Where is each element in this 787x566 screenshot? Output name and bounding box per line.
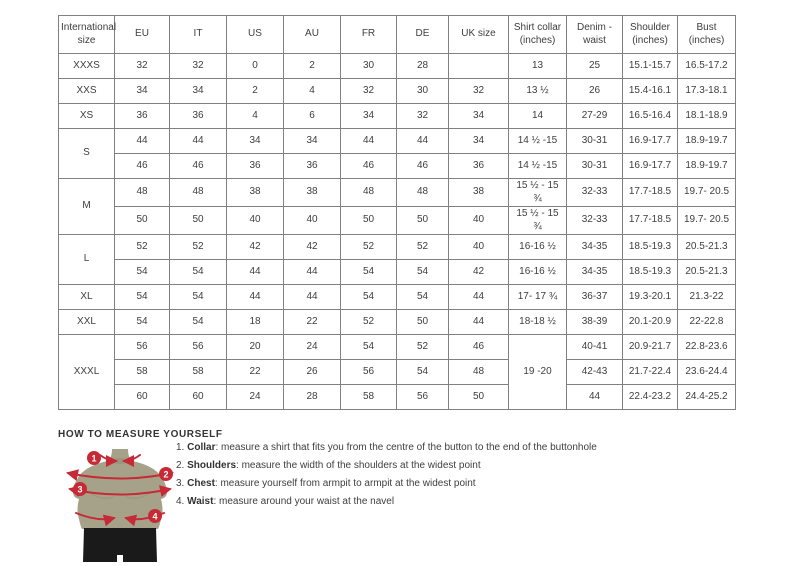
table-cell: 27-29 xyxy=(567,104,623,129)
measure-item-label: Waist xyxy=(187,496,214,507)
measure-item: 1. Collar: measure a shirt that fits you from the centre of the button to the end of the buttonhole xyxy=(176,442,597,453)
table-cell: 34-35 xyxy=(567,235,623,260)
table-cell: 44 xyxy=(449,285,509,310)
table-cell: 44 xyxy=(567,385,623,410)
table-cell: 46 xyxy=(115,154,170,179)
table-cell: 52 xyxy=(341,310,397,335)
table-cell: XXL xyxy=(59,310,115,335)
table-row xyxy=(59,79,736,104)
table-cell: 42-43 xyxy=(567,360,623,385)
table-row xyxy=(59,260,736,285)
table-cell: 16.9-17.7 xyxy=(623,154,678,179)
table-cell: 54 xyxy=(115,285,170,310)
table-cell: 44 xyxy=(227,260,284,285)
table-cell: 36 xyxy=(170,104,227,129)
table-cell: 28 xyxy=(284,385,341,410)
table-cell: 24 xyxy=(227,385,284,410)
table-cell: 15 ½ - 15 ¾ xyxy=(509,207,567,235)
table-cell: 52 xyxy=(170,235,227,260)
table-cell: 36 xyxy=(449,154,509,179)
table-cell: 54 xyxy=(397,260,449,285)
table-cell: 22.8-23.6 xyxy=(678,335,736,360)
column-header: IT xyxy=(170,16,227,54)
table-row xyxy=(59,385,736,410)
table-cell: 15 ½ - 15 ¾ xyxy=(509,179,567,207)
table-cell: 30-31 xyxy=(567,154,623,179)
measure-item-label: Chest xyxy=(187,478,215,489)
table-cell: 36 xyxy=(115,104,170,129)
table-cell: 22 xyxy=(284,310,341,335)
table-cell: 36-37 xyxy=(567,285,623,310)
step-1-number: 1 xyxy=(91,453,97,464)
table-cell: 20.5-21.3 xyxy=(678,260,736,285)
table-cell: 40 xyxy=(449,235,509,260)
table-cell: 15.4-16.1 xyxy=(623,79,678,104)
table-cell: 44 xyxy=(227,285,284,310)
table-cell: 32 xyxy=(341,79,397,104)
column-header: Bust (inches) xyxy=(678,16,736,54)
table-cell: 46 xyxy=(397,154,449,179)
column-header: International size xyxy=(59,16,115,54)
column-header: AU xyxy=(284,16,341,54)
size-chart-head xyxy=(59,16,736,54)
table-cell: 14 ½ -15 xyxy=(509,154,567,179)
table-cell: 32-33 xyxy=(567,179,623,207)
table-cell: 34 xyxy=(449,104,509,129)
table-cell: 18.1-18.9 xyxy=(678,104,736,129)
measure-item-label: Collar xyxy=(187,442,216,453)
table-cell xyxy=(449,54,509,79)
table-cell: 17.7-18.5 xyxy=(623,179,678,207)
table-row xyxy=(59,179,736,207)
table-cell: XL xyxy=(59,285,115,310)
column-header: FR xyxy=(341,16,397,54)
table-cell: 44 xyxy=(115,129,170,154)
table-cell: 21.3-22 xyxy=(678,285,736,310)
table-cell: 16-16 ½ xyxy=(509,235,567,260)
table-cell: 40 xyxy=(449,207,509,235)
table-cell: 50 xyxy=(449,385,509,410)
table-cell: 16-16 ½ xyxy=(509,260,567,285)
column-header: Shoulder (inches) xyxy=(623,16,678,54)
table-cell: 38 xyxy=(227,179,284,207)
table-cell: 34 xyxy=(341,104,397,129)
table-cell: 32 xyxy=(170,54,227,79)
table-cell: 52 xyxy=(397,235,449,260)
table-cell: 36 xyxy=(284,154,341,179)
table-cell: 50 xyxy=(397,207,449,235)
measure-list xyxy=(176,443,597,515)
table-cell: 19.3-20.1 xyxy=(623,285,678,310)
table-cell: 58 xyxy=(170,360,227,385)
table-cell: 18.5-19.3 xyxy=(623,235,678,260)
table-cell: 6 xyxy=(284,104,341,129)
table-cell: 34 xyxy=(227,129,284,154)
table-cell: 56 xyxy=(115,335,170,360)
table-cell: 50 xyxy=(397,310,449,335)
table-row xyxy=(59,129,736,154)
table-cell: 18.5-19.3 xyxy=(623,260,678,285)
table-cell: 30 xyxy=(341,54,397,79)
table-cell: 54 xyxy=(115,310,170,335)
table-cell: S xyxy=(59,129,115,179)
table-cell: 52 xyxy=(397,335,449,360)
table-cell: 14 ½ -15 xyxy=(509,129,567,154)
table-cell: 13 xyxy=(509,54,567,79)
table-cell: 32-33 xyxy=(567,207,623,235)
column-header: UK size xyxy=(449,16,509,54)
table-cell: 34-35 xyxy=(567,260,623,285)
table-cell: 36 xyxy=(227,154,284,179)
table-cell: 18.9-19.7 xyxy=(678,154,736,179)
table-cell: 44 xyxy=(170,129,227,154)
table-cell: 54 xyxy=(341,285,397,310)
column-header: US xyxy=(227,16,284,54)
table-cell: 56 xyxy=(170,335,227,360)
table-cell: 34 xyxy=(115,79,170,104)
table-cell: 42 xyxy=(449,260,509,285)
table-cell: 16.5-17.2 xyxy=(678,54,736,79)
table-row xyxy=(59,335,736,360)
table-cell: 44 xyxy=(284,260,341,285)
table-cell: 38-39 xyxy=(567,310,623,335)
table-cell: 4 xyxy=(284,79,341,104)
table-cell: 23.6-24.4 xyxy=(678,360,736,385)
table-cell: 25 xyxy=(567,54,623,79)
column-header: Shirt collar (inches) xyxy=(509,16,567,54)
table-cell: 46 xyxy=(341,154,397,179)
table-cell: 40 xyxy=(284,207,341,235)
table-cell: 21.7-22.4 xyxy=(623,360,678,385)
mannequin-figure-icon xyxy=(60,447,180,566)
table-row xyxy=(59,310,736,335)
table-cell: XS xyxy=(59,104,115,129)
table-cell: 38 xyxy=(284,179,341,207)
table-cell: 44 xyxy=(449,310,509,335)
table-cell: 54 xyxy=(397,360,449,385)
table-cell: 17.7-18.5 xyxy=(623,207,678,235)
table-cell: 19.7- 20.5 xyxy=(678,179,736,207)
table-cell: 44 xyxy=(284,285,341,310)
table-cell: 22.4-23.2 xyxy=(623,385,678,410)
step-3-badge xyxy=(73,482,87,496)
table-row xyxy=(59,154,736,179)
table-cell: 20.9-21.7 xyxy=(623,335,678,360)
table-cell: 22-22.8 xyxy=(678,310,736,335)
table-row xyxy=(59,360,736,385)
table-cell: 20 xyxy=(227,335,284,360)
table-cell: XXXL xyxy=(59,335,115,410)
table-cell: 24 xyxy=(284,335,341,360)
table-cell: M xyxy=(59,179,115,235)
table-cell: 26 xyxy=(567,79,623,104)
step-3-number: 3 xyxy=(77,484,83,495)
table-cell: L xyxy=(59,235,115,285)
table-cell: 34 xyxy=(170,79,227,104)
table-cell: 54 xyxy=(397,285,449,310)
table-cell: 18-18 ½ xyxy=(509,310,567,335)
header-row xyxy=(59,16,736,54)
table-cell: 30-31 xyxy=(567,129,623,154)
step-2-number: 2 xyxy=(163,469,169,480)
table-cell: 58 xyxy=(115,360,170,385)
table-cell: 26 xyxy=(284,360,341,385)
table-cell: 54 xyxy=(341,260,397,285)
table-cell: 54 xyxy=(115,260,170,285)
table-cell: 54 xyxy=(341,335,397,360)
table-row xyxy=(59,285,736,310)
table-cell: XXXS xyxy=(59,54,115,79)
table-cell: 2 xyxy=(284,54,341,79)
table-row xyxy=(59,104,736,129)
table-cell: 48 xyxy=(115,179,170,207)
table-cell: 18.9-19.7 xyxy=(678,129,736,154)
table-cell: 48 xyxy=(397,179,449,207)
table-cell: 20.1-20.9 xyxy=(623,310,678,335)
table-cell: 40 xyxy=(227,207,284,235)
table-cell: 50 xyxy=(170,207,227,235)
size-chart-body xyxy=(59,54,736,410)
table-cell: 56 xyxy=(341,360,397,385)
table-cell: 22 xyxy=(227,360,284,385)
table-cell: 42 xyxy=(227,235,284,260)
table-cell: 28 xyxy=(397,54,449,79)
table-cell: 54 xyxy=(170,285,227,310)
table-cell: 56 xyxy=(397,385,449,410)
table-cell: 15.1-15.7 xyxy=(623,54,678,79)
measure-item-label: Shoulders xyxy=(187,460,237,471)
column-header: DE xyxy=(397,16,449,54)
table-cell: 42 xyxy=(284,235,341,260)
table-cell: 52 xyxy=(341,235,397,260)
measure-heading: HOW TO MEASURE YOURSELF xyxy=(58,429,223,440)
table-row xyxy=(59,207,736,235)
measurement-figure xyxy=(60,447,180,566)
measure-item: 4. Waist: measure around your waist at the navel xyxy=(176,496,395,507)
table-cell: 44 xyxy=(341,129,397,154)
table-cell: 32 xyxy=(397,104,449,129)
measure-item: 3. Chest: measure yourself from armpit to armpit at the widest point xyxy=(176,478,476,489)
step-2-badge xyxy=(159,467,173,481)
table-cell: 60 xyxy=(115,385,170,410)
table-cell: 48 xyxy=(341,179,397,207)
table-cell: 46 xyxy=(170,154,227,179)
table-cell: 17.3-18.1 xyxy=(678,79,736,104)
table-cell: 18 xyxy=(227,310,284,335)
table-cell: 0 xyxy=(227,54,284,79)
step-1-badge xyxy=(87,451,101,465)
table-cell: 60 xyxy=(170,385,227,410)
table-cell: XXS xyxy=(59,79,115,104)
table-cell: 4 xyxy=(227,104,284,129)
table-cell: 40-41 xyxy=(567,335,623,360)
size-chart-table xyxy=(58,15,736,410)
table-cell: 48 xyxy=(449,360,509,385)
table-cell: 32 xyxy=(449,79,509,104)
table-row xyxy=(59,235,736,260)
shorts-shape xyxy=(83,528,157,562)
table-cell: 48 xyxy=(170,179,227,207)
table-cell: 38 xyxy=(449,179,509,207)
table-row xyxy=(59,54,736,79)
step-4-number: 4 xyxy=(152,511,158,522)
column-header: Denim - waist xyxy=(567,16,623,54)
table-cell: 19 -20 xyxy=(509,335,567,410)
column-header: EU xyxy=(115,16,170,54)
table-cell: 13 ½ xyxy=(509,79,567,104)
table-cell: 58 xyxy=(341,385,397,410)
table-cell: 34 xyxy=(284,129,341,154)
step-4-badge xyxy=(148,509,162,523)
table-cell: 2 xyxy=(227,79,284,104)
measure-item: 2. Shoulders: measure the width of the shoulders at the widest point xyxy=(176,460,481,471)
table-cell: 52 xyxy=(115,235,170,260)
table-cell: 54 xyxy=(170,260,227,285)
table-cell: 32 xyxy=(115,54,170,79)
table-cell: 34 xyxy=(449,129,509,154)
table-cell: 20.5-21.3 xyxy=(678,235,736,260)
table-cell: 50 xyxy=(115,207,170,235)
table-cell: 24.4-25.2 xyxy=(678,385,736,410)
table-cell: 46 xyxy=(449,335,509,360)
table-cell: 19.7- 20.5 xyxy=(678,207,736,235)
table-cell: 50 xyxy=(341,207,397,235)
table-cell: 16.9-17.7 xyxy=(623,129,678,154)
table-cell: 14 xyxy=(509,104,567,129)
table-cell: 30 xyxy=(397,79,449,104)
table-cell: 16.5-16.4 xyxy=(623,104,678,129)
table-cell: 17- 17 ¾ xyxy=(509,285,567,310)
table-cell: 54 xyxy=(170,310,227,335)
table-cell: 44 xyxy=(397,129,449,154)
